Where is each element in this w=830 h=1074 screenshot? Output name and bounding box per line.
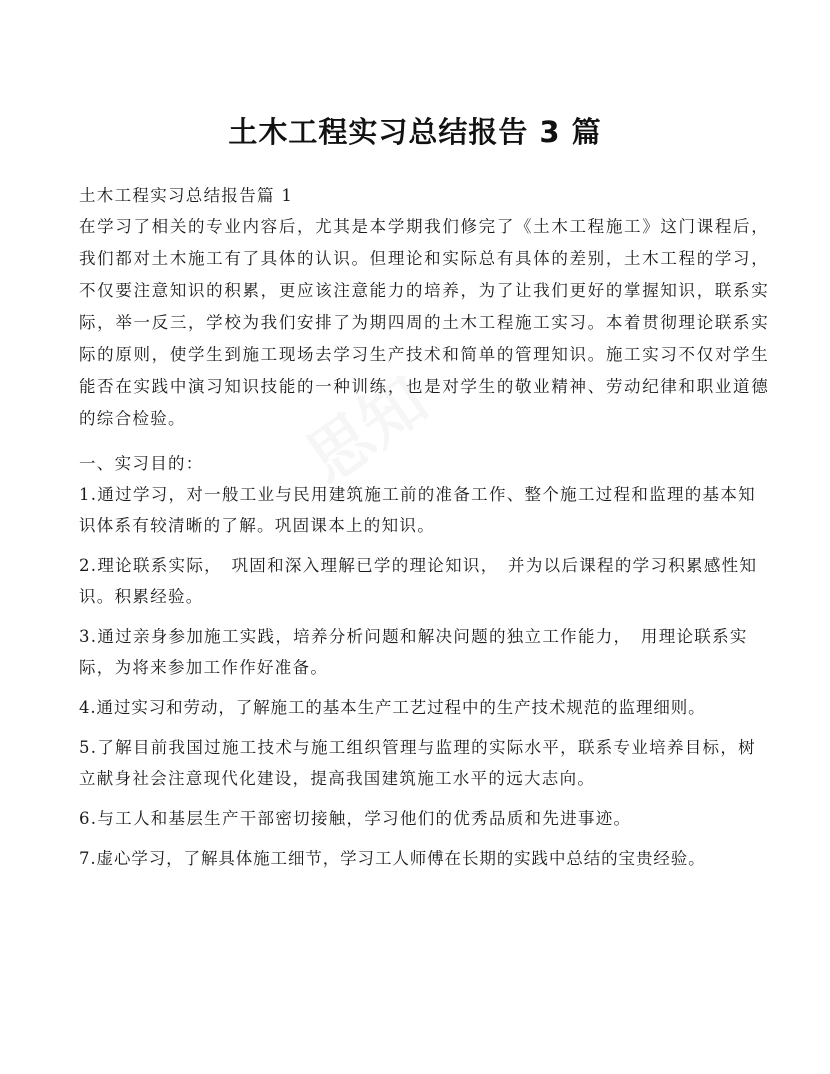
document-title: 土木工程实习总结报告 3 篇 (228, 115, 602, 149)
objective-item-1: 1.通过学习，对一般工业与民用建筑施工前的准备工作、整个施工过程和监理的基本知识体系有较清晰的了解。巩固课本上的知识。 (79, 485, 756, 535)
objective-item-2: 2.理论联系实际， 巩固和深入理解已学的理论知识， 并为以后课程的学习积累感性知识。积累经验。 (79, 556, 758, 606)
objective-item-4: 4.通过实习和劳动，了解施工的基本生产工艺过程中的生产技术规范的监理细则。 (79, 698, 706, 717)
objective-item-3: 3.通过亲身参加施工实践，培养分析问题和解决问题的独立工作能力， 用理论联系实际，为将来参加工作作好准备。 (79, 627, 748, 677)
objective-item-7: 7.虚心学习，了解具体施工细节，学习工人师傅在长期的实践中总结的宝贵经验。 (79, 849, 706, 868)
intro-paragraph: 在学习了相关的专业内容后，尤其是本学期我们修完了《土木工程施工》这门课程后，我们都对土木施工有了具体的认识。但理论和实际总有具体的差别，土木工程的学习，不仅要注意知识的积累，更应该注意能力的培养，为了让我们更好的掌握知识，联系实际，举一反三，学校为我们安排了为期四周的土木工程施工实习。本着贯彻理论联系实际的原则，使学生到施工现场去学习生产技术和简单的管理知识。施工实习不仅对学生能否在实践中演习知识技能的一种训练，也是对学生的敬业精神、劳动纪律和职业道德的综合检验。 (79, 217, 769, 428)
objective-item-5: 5.了解目前我国过施工技术与施工组织管理与监理的实际水平，联系专业培养目标，树立献身社会注意现代化建设，提高我国建筑施工水平的远大志向。 (79, 738, 756, 788)
article-subtitle: 土木工程实习总结报告篇 1 (79, 186, 294, 205)
section-heading: 一、实习目的： (79, 454, 204, 473)
objective-item-6: 6.与工人和基层生产干部密切接触，学习他们的优秀品质和先进事迹。 (79, 809, 632, 828)
document-body (79, 181, 769, 883)
